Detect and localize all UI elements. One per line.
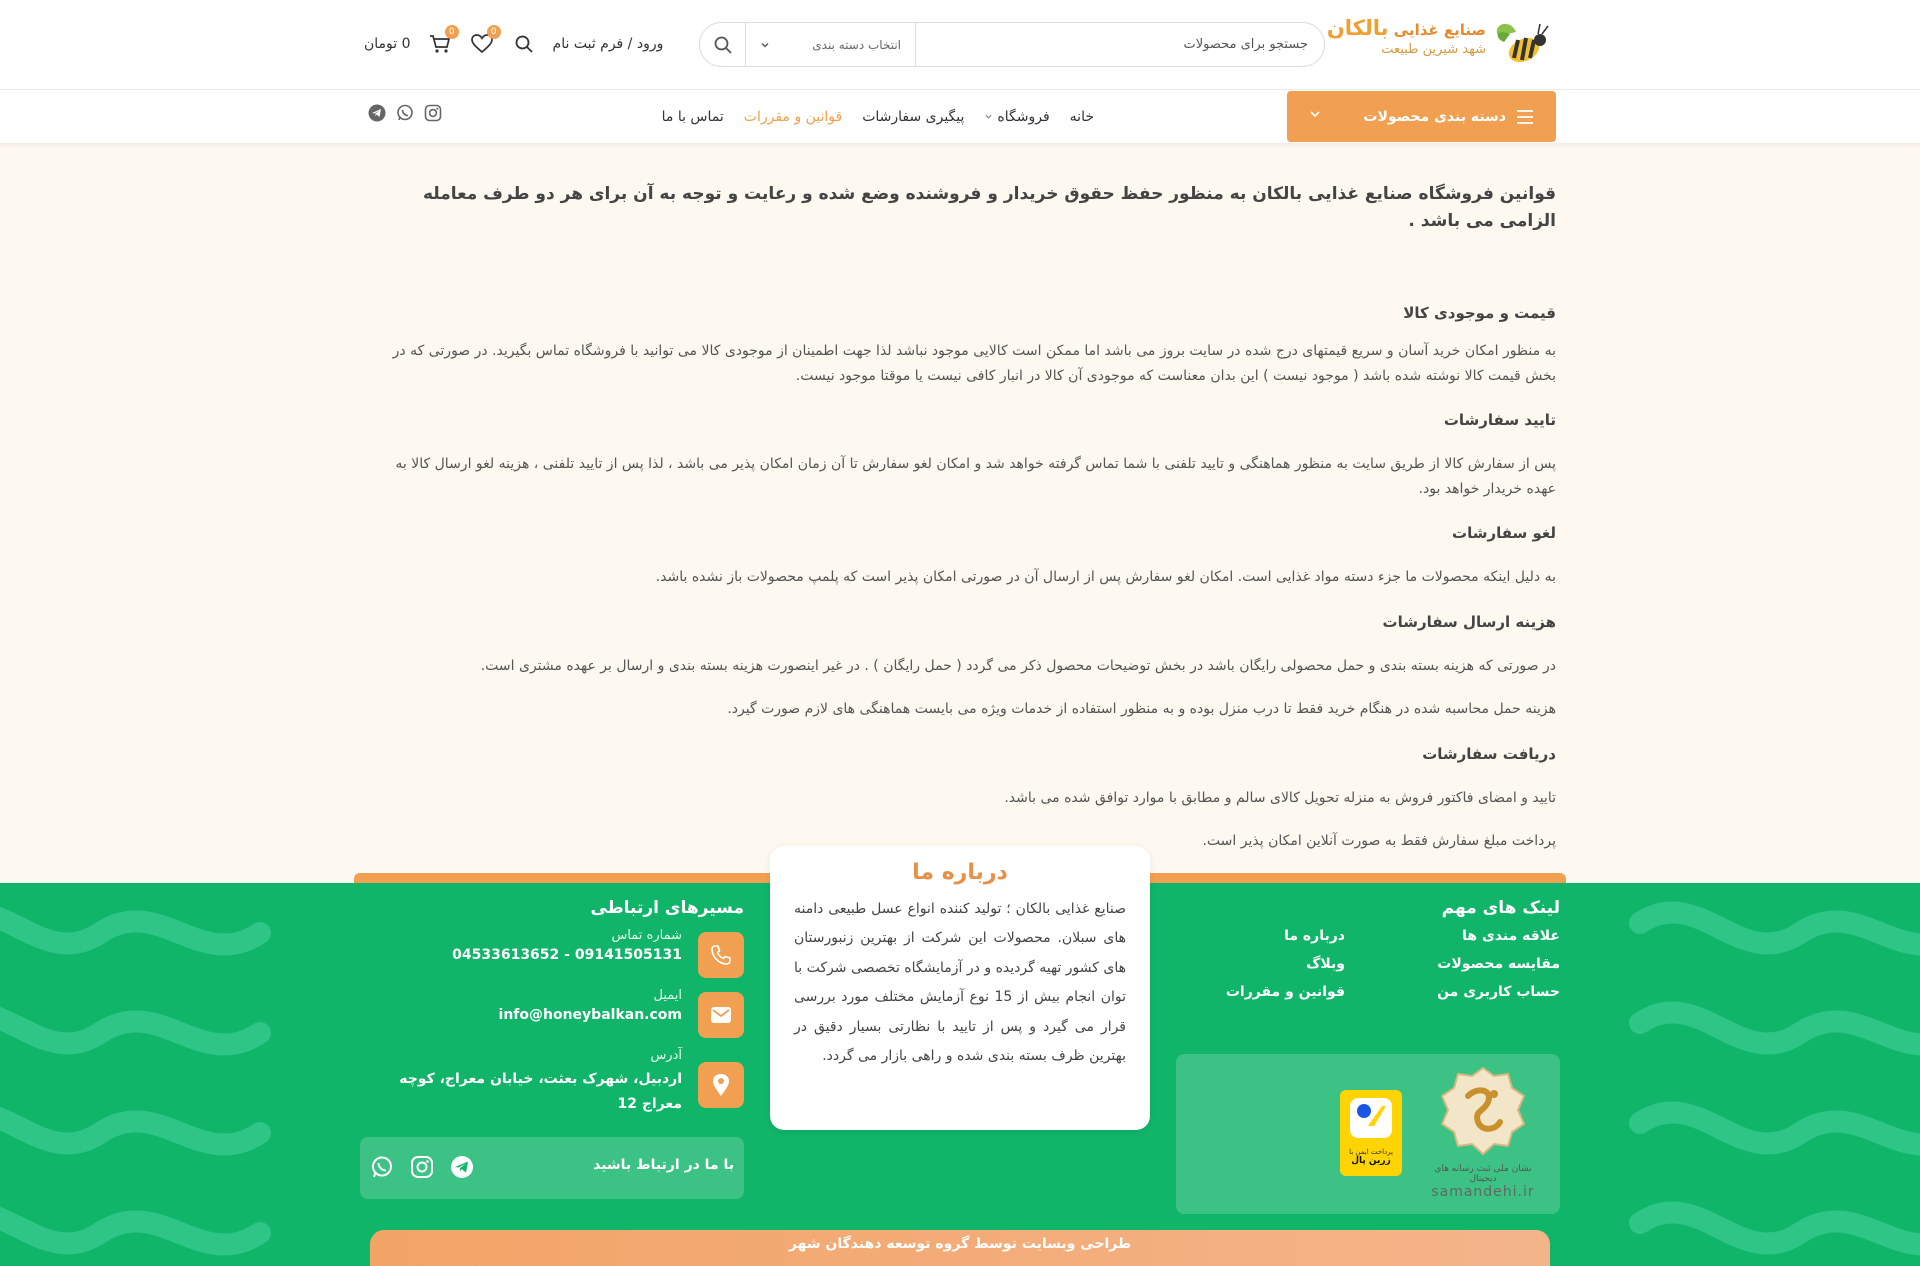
section-paragraph: پس از سفارش کالا از طریق سایت به منظور هماهنگی و تایید تلفنی با شما تماس گرفته خواهد شد و امکان لغو سفارش تا آن زمان امکان پذیر می باشد ، لذا پس از تایید تلفنی ، هزینه لغو ارسال کالا به عهده خریدار خواهد بود.	[395, 456, 1556, 497]
address-value: اردبیل، شهرک بعثت، خیابان معراج، کوچه معراج 12	[399, 1071, 682, 1112]
footer-link-terms[interactable]: قوانین و مقررات	[1225, 984, 1345, 1000]
email-icon	[698, 992, 744, 1038]
email-value[interactable]: info@honeybalkan.com	[498, 1007, 682, 1023]
section-paragraph: در صورتی که هزینه بسته بندی و حمل محصولی رایگان باشد در بخش توضیحات محصول ذکر می گردد ( حمل رایگان ) . در غیر اینصورت هزینه بسته بندی و ارسال بر عهده مشتری است.	[480, 657, 1556, 674]
section-paragraph: به دلیل اینکه محصولات ما جزء دسته مواد غذایی است. امکان لغو سفارش پس از ارسال آن در صورتی امکان پذیر است که پلمپ محصولات باز نشده باشد.	[655, 569, 1556, 586]
search-icon	[514, 34, 534, 54]
phone-icon	[698, 932, 744, 978]
login-register-link[interactable]: ورود / فرم ثبت نام	[552, 36, 664, 52]
search-button[interactable]	[700, 23, 746, 66]
footer-links	[1130, 898, 1560, 1000]
header-tools	[364, 26, 663, 62]
address-label: آدرس	[650, 1048, 682, 1063]
logo-prefix: صنایع غذایی	[1393, 21, 1486, 39]
zarinpal-caption: پرداخت ایمن با	[1349, 1148, 1393, 1156]
cart-button[interactable]	[427, 27, 455, 57]
nav-item-shop[interactable]	[984, 109, 1049, 125]
nav-item-label: فروشگاه	[997, 108, 1050, 125]
nav-item-home[interactable]	[1070, 109, 1094, 125]
nav-item-label: قوانین و مقررات	[743, 108, 843, 125]
section-title: لغو سفارشات	[1452, 524, 1556, 543]
stay-in-touch-label: با ما در ارتباط باشید	[593, 1157, 734, 1173]
footer-contact	[360, 898, 744, 1128]
zarinpal-name: زرین پال	[1351, 1156, 1391, 1166]
section-paragraph: به منظور امکان خرید آسان و سریع قیمتهای درج شده در سایت بروز می باشد اما ممکن است کالایی موجود نباشد لذا جهت اطمینان از موجودی کالا می توانید با فروشگاه تماس بگیرید. در صورتی که در بخش قیمت کالا نوشته شده باشد ( موجود نیست ) این بدان معناست که موجودی آن کالا در انبار کافی نیست یا موقتا موجود نیست.	[392, 343, 1556, 384]
header-search-button[interactable]	[511, 31, 537, 57]
menu-icon	[1516, 109, 1534, 125]
wishlist-button[interactable]	[469, 27, 497, 57]
terms-content	[364, 143, 1556, 854]
phone-value[interactable]: 09141505131 - 04533613652	[452, 947, 682, 963]
zarinpal-logo-icon	[1346, 1096, 1396, 1140]
trust-badges	[1176, 1054, 1560, 1214]
footer-link-compare[interactable]: مقایسه محصولات	[1437, 956, 1560, 972]
search-icon	[713, 35, 733, 55]
logo-slogan: شهد شیرین طبیعت	[1381, 42, 1486, 57]
contact-email	[360, 988, 744, 1048]
footer-social-links	[370, 1155, 474, 1179]
section-title: قیمت و موجودی کالا	[1403, 304, 1556, 323]
search-input[interactable]	[916, 23, 1324, 66]
nav-item-label: تماس با ما	[661, 108, 724, 125]
instagram-icon[interactable]	[424, 104, 442, 122]
section-title: تایید سفارشات	[1443, 411, 1556, 430]
about-title: درباره ما	[912, 860, 1008, 885]
chevron-down-icon	[760, 40, 770, 50]
samandehi-seal-icon	[1438, 1066, 1528, 1156]
stay-in-touch	[360, 1137, 744, 1199]
phone-label: شماره تماس	[611, 928, 682, 943]
footer-link-wishlist[interactable]: علاقه مندی ها	[1462, 928, 1560, 944]
footer-links-title: لینک های مهم	[1441, 898, 1560, 918]
category-select[interactable]	[746, 23, 916, 66]
bee-logo-icon	[1490, 16, 1550, 72]
footer-link-account[interactable]: حساب کاربری من	[1437, 984, 1560, 1000]
samandehi-url: samandehi.ir	[1431, 1184, 1535, 1200]
page-intro: قوانین فروشگاه صنایع غذایی بالکان به منظور حفظ حقوق خریدار و فروشنده وضع شده و رعایت و توجه به آن برای هر دو طرف معامله الزامی می باشد .	[422, 184, 1556, 232]
samandehi-caption: نشان ملی ثبت رسانه های دیجیتال	[1434, 1164, 1532, 1184]
footer-link-blog[interactable]: وبلاگ	[1306, 956, 1345, 972]
contact-address	[360, 1048, 744, 1128]
section-title: هزینه ارسال سفارشات	[1382, 612, 1556, 631]
contact-phone	[360, 928, 744, 988]
nav-item-terms[interactable]	[744, 109, 842, 125]
section-title: دریافت سفارشات	[1422, 744, 1556, 763]
chevron-down-icon	[1309, 108, 1321, 120]
nav-item-label: پیگیری سفارشات	[862, 108, 965, 125]
nav-social-links	[368, 104, 442, 122]
nav-item-contact[interactable]	[662, 109, 724, 125]
site-header	[0, 0, 1920, 90]
about-text: صنایع غذایی بالکان ؛ تولید کننده انواع عسل طبیعی دامنه های سبلان. محصولات این شرکت از بهترین زنبورستان های کشور تهیه گردیده و در آزمایشگاه تخصصی شرکت با توان انجام بیش از 15 نوع آزمایش مختلف مورد بررسی قرار می گیرد و پس از تایید با نظارتی بسیار دقیق در بهترین ظرف بسته بندی شده و راهی بازار می گردد.	[794, 901, 1126, 1064]
nav-item-label: خانه	[1069, 108, 1094, 125]
whatsapp-icon[interactable]	[370, 1155, 394, 1179]
product-categories-button[interactable]	[1287, 91, 1556, 142]
whatsapp-icon[interactable]	[396, 104, 414, 122]
credit-bar[interactable]: طراحی وبسایت توسط گروه توسعه دهندگان شهر	[370, 1230, 1550, 1266]
about-card	[770, 846, 1150, 1130]
samandehi-badge[interactable]	[1428, 1066, 1538, 1200]
site-logo[interactable]	[1326, 14, 1550, 74]
wishlist-count-badge: 0	[487, 25, 501, 39]
email-label: ایمیل	[653, 988, 682, 1003]
nav-menu	[662, 90, 1094, 143]
nav-item-order-tracking[interactable]	[862, 109, 964, 125]
cart-total[interactable]: 0 تومان	[364, 36, 411, 52]
product-categories-label: دسته بندی محصولات	[1363, 108, 1506, 125]
main-nav	[0, 90, 1920, 143]
logo-brand: بالکان	[1326, 16, 1389, 40]
section-paragraph: پرداخت مبلغ سفارش فقط به صورت آنلاین امکان پذیر است.	[1202, 833, 1556, 850]
instagram-icon[interactable]	[410, 1155, 434, 1179]
chevron-down-icon	[984, 112, 993, 121]
category-select-label: انتخاب دسته بندی	[812, 37, 901, 52]
section-paragraph: هزینه حمل محاسبه شده در هنگام خرید فقط تا درب منزل بوده و به منظور استفاده از خدمات ویژه می بایست هماهنگی های لازم صورت گیرد.	[727, 701, 1556, 718]
contact-title: مسیرهای ارتباطی	[590, 898, 744, 918]
section-paragraph: تایید و امضای فاکتور فروش به منزله تحویل کالای سالم و مطابق با موارد توافق شده می باشد.	[1004, 789, 1556, 806]
telegram-icon[interactable]	[368, 104, 386, 122]
telegram-icon[interactable]	[450, 1155, 474, 1179]
search-bar	[699, 22, 1325, 67]
cart-count-badge: 0	[445, 25, 459, 39]
footer-link-about[interactable]: درباره ما	[1284, 928, 1345, 944]
zarinpal-badge[interactable]	[1340, 1090, 1402, 1176]
location-pin-icon	[698, 1062, 744, 1108]
